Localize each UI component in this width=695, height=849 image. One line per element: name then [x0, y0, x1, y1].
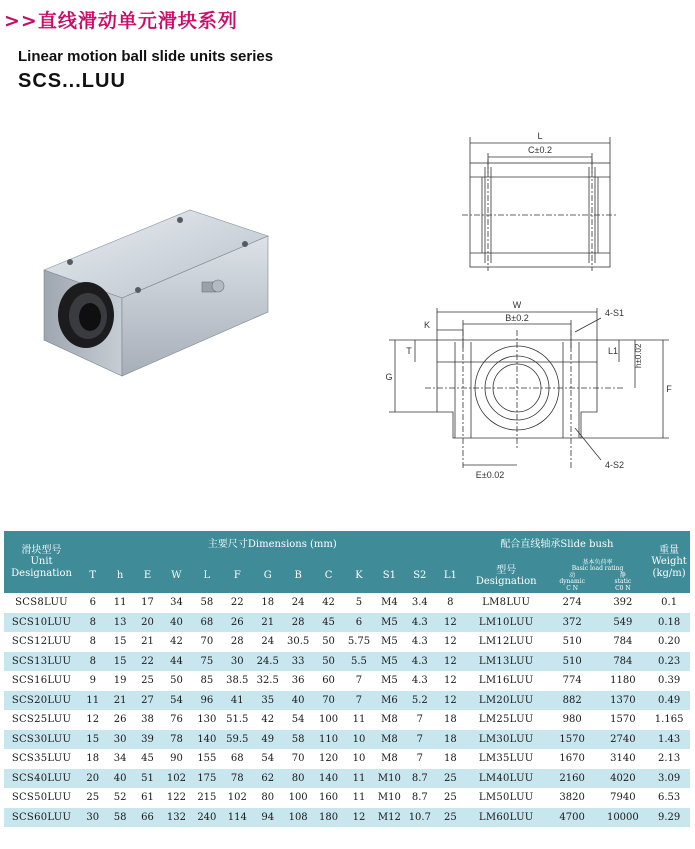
table-cell: 8.7 — [405, 769, 435, 789]
table-cell: 39 — [134, 730, 161, 750]
table-cell: 61 — [134, 788, 161, 808]
table-cell: 62 — [253, 769, 283, 789]
label-S2: 4-S2 — [605, 460, 625, 470]
grease-nipple — [202, 280, 224, 292]
table-cell: 8.7 — [405, 788, 435, 808]
table-cell: 34 — [106, 749, 133, 769]
col-header: L — [192, 559, 222, 593]
load-rating-header: 基本负荷率 Basic load rating 动 dynamic C N 静 static C0 N — [547, 559, 648, 593]
table-cell: 8 — [435, 593, 466, 613]
table-cell: 11 — [106, 593, 133, 613]
table-subheader-row — [4, 559, 690, 593]
bush-model-cell: LM50LUU — [466, 788, 547, 808]
table-cell: M12 — [374, 808, 404, 828]
col-header: T — [79, 559, 106, 593]
table-cell: 10.7 — [405, 808, 435, 828]
table-cell: 7 — [344, 691, 374, 711]
table-cell: 70 — [313, 691, 343, 711]
table-cell: 3820 — [547, 788, 598, 808]
bush-model-cell: LM30LUU — [466, 730, 547, 750]
table-cell: M10 — [374, 769, 404, 789]
bush-model-cell: LM60LUU — [466, 808, 547, 828]
label-E: E±0.02 — [475, 470, 505, 480]
table-cell: 5 — [344, 593, 374, 613]
table-cell: 130 — [192, 710, 222, 730]
table-cell: 7 — [405, 730, 435, 750]
table-cell: 68 — [192, 613, 222, 633]
table-cell: 114 — [222, 808, 252, 828]
table-cell: 30.5 — [283, 632, 313, 652]
table-cell: 120 — [313, 749, 343, 769]
table-cell: 30 — [106, 730, 133, 750]
table-cell: 19 — [106, 671, 133, 691]
table-cell: 4.3 — [405, 613, 435, 633]
col-header: S1 — [374, 559, 404, 593]
table-cell: 10000 — [598, 808, 649, 828]
table-cell: 274 — [547, 593, 598, 613]
bush-model-cell: LM20LUU — [466, 691, 547, 711]
table-cell: 0.20 — [648, 632, 690, 652]
table-cell: M10 — [374, 788, 404, 808]
spec-table — [4, 531, 690, 827]
table-cell: 26 — [106, 710, 133, 730]
bush-model-cell: LM25LUU — [466, 710, 547, 730]
table-cell: 7 — [344, 671, 374, 691]
table-cell: 12 — [79, 710, 106, 730]
table-cell: 9.29 — [648, 808, 690, 828]
unit-model-cell: SCS10LUU — [4, 613, 79, 633]
table-cell: 20 — [134, 613, 161, 633]
table-cell: M8 — [374, 730, 404, 750]
unit-model-cell: SCS12LUU — [4, 632, 79, 652]
table-cell: 3.09 — [648, 769, 690, 789]
table-cell: 25 — [134, 671, 161, 691]
table-cell: 27 — [134, 691, 161, 711]
table-cell: 4.3 — [405, 652, 435, 672]
table-cell: 36 — [283, 671, 313, 691]
bush-model-cell: LM12LUU — [466, 632, 547, 652]
table-cell: 66 — [134, 808, 161, 828]
table-cell: 50 — [161, 671, 191, 691]
table-cell: 11 — [79, 691, 106, 711]
table-cell: 40 — [161, 613, 191, 633]
col-header: K — [344, 559, 374, 593]
table-cell: 35 — [253, 691, 283, 711]
table-cell: 180 — [313, 808, 343, 828]
page-title: >>直线滑动单元滑块系列 — [4, 10, 238, 32]
col-header: C — [313, 559, 343, 593]
table-cell: 3.4 — [405, 593, 435, 613]
table-cell: 5.2 — [405, 691, 435, 711]
table-cell: 4.3 — [405, 671, 435, 691]
col-header: G — [253, 559, 283, 593]
table-cell: 140 — [313, 769, 343, 789]
table-cell: 50 — [313, 632, 343, 652]
table-cell: 10 — [344, 749, 374, 769]
table-cell: 42 — [253, 710, 283, 730]
unit-model-cell: SCS13LUU — [4, 652, 79, 672]
table-cell: 774 — [547, 671, 598, 691]
table-cell: 12 — [435, 632, 466, 652]
unit-model-cell: SCS20LUU — [4, 691, 79, 711]
table-cell: 94 — [253, 808, 283, 828]
table-cell: 28 — [222, 632, 252, 652]
table-cell: 90 — [161, 749, 191, 769]
table-cell: 34 — [161, 593, 191, 613]
table-cell: 15 — [106, 652, 133, 672]
table-cell: 78 — [161, 730, 191, 750]
table-cell: 0.49 — [648, 691, 690, 711]
table-row — [4, 769, 690, 789]
table-row — [4, 593, 690, 613]
table-cell: 1.165 — [648, 710, 690, 730]
table-cell: 122 — [161, 788, 191, 808]
label-L: L — [537, 131, 543, 141]
table-cell: 52 — [106, 788, 133, 808]
table-cell: 60 — [313, 671, 343, 691]
table-cell: 70 — [192, 632, 222, 652]
table-cell: 30 — [222, 652, 252, 672]
table-cell: 22 — [134, 652, 161, 672]
top-view-drawing — [440, 115, 640, 275]
table-cell: 4020 — [598, 769, 649, 789]
table-cell: 24 — [283, 593, 313, 613]
table-cell: M5 — [374, 613, 404, 633]
table-cell: 76 — [161, 710, 191, 730]
table-cell: 58 — [106, 808, 133, 828]
unit-model-cell: SCS40LUU — [4, 769, 79, 789]
table-cell: 155 — [192, 749, 222, 769]
table-cell: 100 — [313, 710, 343, 730]
label-C: C±0.2 — [528, 145, 552, 155]
unit-designation-header: 滑块型号 Unit Designation — [4, 531, 79, 593]
table-cell: 51 — [134, 769, 161, 789]
model-name: SCS...LUU — [18, 70, 126, 92]
slide-bush-header: 配合直线轴承Slide bush — [466, 531, 649, 559]
table-cell: 45 — [134, 749, 161, 769]
table-cell: 15 — [79, 730, 106, 750]
table-cell: 784 — [598, 652, 649, 672]
col-header: F — [222, 559, 252, 593]
table-row — [4, 710, 690, 730]
table-cell: 11 — [344, 788, 374, 808]
table-cell: 102 — [161, 769, 191, 789]
table-cell: 32.5 — [253, 671, 283, 691]
table-cell: 33 — [283, 652, 313, 672]
product-photo — [30, 200, 280, 380]
col-header: E — [134, 559, 161, 593]
col-header: L1 — [435, 559, 466, 593]
table-cell: 5.75 — [344, 632, 374, 652]
label-F: F — [666, 384, 672, 394]
bush-model-cell: LM10LUU — [466, 613, 547, 633]
table-cell: 85 — [192, 671, 222, 691]
table-cell: 78 — [222, 769, 252, 789]
table-row — [4, 691, 690, 711]
label-T: T — [406, 346, 412, 356]
table-cell: 58 — [192, 593, 222, 613]
table-cell: 58 — [283, 730, 313, 750]
table-cell: 372 — [547, 613, 598, 633]
table-cell: 5.5 — [344, 652, 374, 672]
table-cell: 8 — [79, 632, 106, 652]
unit-model-cell: SCS50LUU — [4, 788, 79, 808]
table-cell: 22 — [222, 593, 252, 613]
table-cell: 7 — [405, 749, 435, 769]
table-cell: 1370 — [598, 691, 649, 711]
unit-model-cell: SCS16LUU — [4, 671, 79, 691]
unit-model-cell: SCS8LUU — [4, 593, 79, 613]
table-cell: 42 — [313, 593, 343, 613]
table-cell: 12 — [435, 652, 466, 672]
table-row — [4, 808, 690, 828]
table-cell: M5 — [374, 671, 404, 691]
unit-model-cell: SCS35LUU — [4, 749, 79, 769]
table-cell: 7940 — [598, 788, 649, 808]
table-cell: 20 — [79, 769, 106, 789]
table-body — [4, 593, 690, 827]
table-cell: 54 — [253, 749, 283, 769]
table-cell: 59.5 — [222, 730, 252, 750]
table-cell: 2160 — [547, 769, 598, 789]
table-cell: 70 — [283, 749, 313, 769]
table-cell: 4700 — [547, 808, 598, 828]
unit-model-cell: SCS30LUU — [4, 730, 79, 750]
label-h: h±0.02 — [634, 343, 643, 368]
table-cell: 7 — [405, 710, 435, 730]
dimensions-header: 主要尺寸Dimensions (mm) — [79, 531, 466, 559]
table-row — [4, 749, 690, 769]
table-cell: 25 — [435, 808, 466, 828]
table-cell: 21 — [106, 691, 133, 711]
table-cell: 784 — [598, 632, 649, 652]
table-cell: 0.23 — [648, 652, 690, 672]
table-cell: 549 — [598, 613, 649, 633]
table-cell: 18 — [435, 730, 466, 750]
bush-model-cell: LM13LUU — [466, 652, 547, 672]
label-B: B±0.2 — [505, 313, 529, 323]
table-cell: 38 — [134, 710, 161, 730]
unit-model-cell: SCS25LUU — [4, 710, 79, 730]
label-G: G — [385, 372, 393, 382]
bush-model-cell: LM40LUU — [466, 769, 547, 789]
table-cell: 108 — [283, 808, 313, 828]
bush-model-cell: LM35LUU — [466, 749, 547, 769]
weight-header: 重量 Weight (kg/m) — [648, 531, 690, 593]
table-cell: 0.18 — [648, 613, 690, 633]
table-row — [4, 652, 690, 672]
table-cell: 8 — [79, 613, 106, 633]
table-row — [4, 788, 690, 808]
table-cell: 110 — [313, 730, 343, 750]
table-cell: 51.5 — [222, 710, 252, 730]
series-subtitle: Linear motion ball slide units series — [18, 48, 274, 65]
label-S1: 4-S1 — [605, 308, 625, 318]
table-row — [4, 671, 690, 691]
table-cell: 13 — [106, 613, 133, 633]
label-K: K — [423, 320, 431, 330]
table-cell: 80 — [253, 788, 283, 808]
table-cell: 28 — [283, 613, 313, 633]
table-row — [4, 632, 690, 652]
table-cell: 96 — [192, 691, 222, 711]
table-header-row — [4, 531, 690, 559]
table-cell: 882 — [547, 691, 598, 711]
table-cell: 40 — [283, 691, 313, 711]
table-cell: 12 — [435, 671, 466, 691]
table-cell: 17 — [134, 593, 161, 613]
table-cell: 1570 — [547, 730, 598, 750]
table-cell: M8 — [374, 749, 404, 769]
table-cell: 18 — [253, 593, 283, 613]
table-cell: 24.5 — [253, 652, 283, 672]
designation-header: 型号 Designation — [466, 559, 547, 593]
unit-model-cell: SCS60LUU — [4, 808, 79, 828]
table-cell: 2740 — [598, 730, 649, 750]
table-cell: 49 — [253, 730, 283, 750]
table-cell: 24 — [253, 632, 283, 652]
table-cell: 132 — [161, 808, 191, 828]
table-cell: 25 — [79, 788, 106, 808]
table-cell: 40 — [106, 769, 133, 789]
table-cell: 10 — [344, 730, 374, 750]
table-cell: 75 — [192, 652, 222, 672]
col-header: h — [106, 559, 133, 593]
table-cell: 6 — [79, 593, 106, 613]
table-cell: 215 — [192, 788, 222, 808]
table-row — [4, 730, 690, 750]
table-cell: 30 — [79, 808, 106, 828]
table-cell: 392 — [598, 593, 649, 613]
table-cell: 102 — [222, 788, 252, 808]
table-cell: 18 — [435, 710, 466, 730]
front-view-drawing — [375, 290, 685, 485]
table-cell: M5 — [374, 652, 404, 672]
table-cell: 15 — [106, 632, 133, 652]
bush-model-cell: LM16LUU — [466, 671, 547, 691]
table-cell: 38.5 — [222, 671, 252, 691]
table-cell: 4.3 — [405, 632, 435, 652]
col-header: S2 — [405, 559, 435, 593]
table-cell: 41 — [222, 691, 252, 711]
table-cell: 54 — [283, 710, 313, 730]
table-cell: 80 — [283, 769, 313, 789]
table-cell: 100 — [283, 788, 313, 808]
table-cell: M5 — [374, 632, 404, 652]
table-cell: 1670 — [547, 749, 598, 769]
table-cell: 21 — [253, 613, 283, 633]
table-cell: 11 — [344, 769, 374, 789]
table-cell: 980 — [547, 710, 598, 730]
table-cell: M4 — [374, 593, 404, 613]
table-cell: 12 — [344, 808, 374, 828]
table-cell: 0.1 — [648, 593, 690, 613]
table-cell: 1570 — [598, 710, 649, 730]
table-cell: 18 — [79, 749, 106, 769]
table-cell: M6 — [374, 691, 404, 711]
label-L1: L1 — [607, 346, 619, 356]
table-cell: 0.39 — [648, 671, 690, 691]
table-cell: 11 — [344, 710, 374, 730]
table-cell: 44 — [161, 652, 191, 672]
table-cell: 3140 — [598, 749, 649, 769]
table-cell: 175 — [192, 769, 222, 789]
table-cell: 25 — [435, 788, 466, 808]
table-cell: 50 — [313, 652, 343, 672]
table-cell: 1180 — [598, 671, 649, 691]
table-cell: 510 — [547, 652, 598, 672]
table-cell: 9 — [79, 671, 106, 691]
table-cell: 42 — [161, 632, 191, 652]
table-cell: M8 — [374, 710, 404, 730]
table-cell: 25 — [435, 769, 466, 789]
table-cell: 1.43 — [648, 730, 690, 750]
table-cell: 45 — [313, 613, 343, 633]
label-W: W — [512, 300, 522, 310]
table-cell: 54 — [161, 691, 191, 711]
bush-model-cell: LM8LUU — [466, 593, 547, 613]
table-cell: 68 — [222, 749, 252, 769]
table-cell: 160 — [313, 788, 343, 808]
col-header: W — [161, 559, 191, 593]
table-cell: 510 — [547, 632, 598, 652]
table-cell: 21 — [134, 632, 161, 652]
col-header: B — [283, 559, 313, 593]
table-cell: 8 — [79, 652, 106, 672]
table-cell: 2.13 — [648, 749, 690, 769]
table-cell: 12 — [435, 613, 466, 633]
table-cell: 6 — [344, 613, 374, 633]
table-cell: 6.53 — [648, 788, 690, 808]
table-cell: 18 — [435, 749, 466, 769]
table-cell: 26 — [222, 613, 252, 633]
table-cell: 12 — [435, 691, 466, 711]
table-row — [4, 613, 690, 633]
table-cell: 140 — [192, 730, 222, 750]
table-cell: 240 — [192, 808, 222, 828]
